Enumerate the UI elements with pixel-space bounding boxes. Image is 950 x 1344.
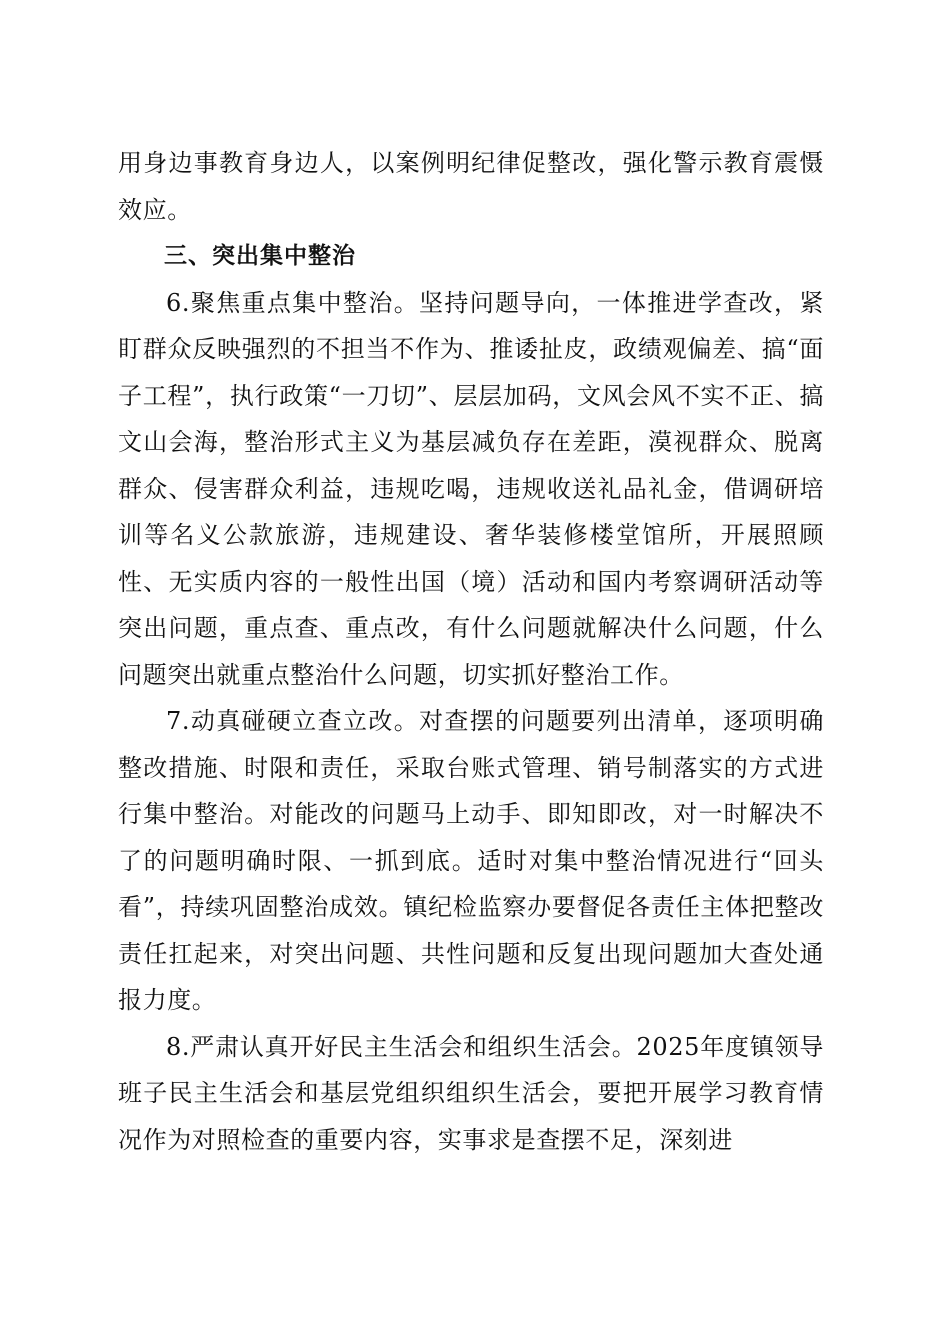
section-heading: 三、突出集中整治 (164, 243, 356, 269)
paragraph-item-8: 8.严肃认真开好民主生活会和组织生活会。2025年度镇领导班子民主生活会和基层党组织组织生活会，要把开展学习教育情况作为对照检查的重要内容，实事求是查摆不足，深刻进 (118, 1032, 824, 1154)
paragraph-continued: 用身边事教育身边人，以案例明纪律促整改，强化警示教育震慑效应。 (118, 149, 824, 224)
document-body (118, 140, 824, 1163)
paragraph-item-6: 6.聚焦重点集中整治。坚持问题导向，一体推进学查改，紧盯群众反映强烈的不担当不作为、推诿扯皮，政绩观偏差、搞“面子工程”，执行政策“一刀切”、层层加码，文风会风不实不正、搞文山会海，整治形式主义为基层减负存在差距，漠视群众、脱离群众、侵害群众利益，违规吃喝，违规收送礼品礼金，借调研培训等名义公款旅游，违规建设、奢华装修楼堂馆所，开展照顾性、无实质内容的一般性出国（境）活动和国内考察调研活动等突出问题，重点查、重点改，有什么问题就解决什么问题，什么问题突出就重点整治什么问题，切实抓好整治工作。 (118, 288, 824, 689)
paragraph-item-7: 7.动真碰硬立查立改。对查摆的问题要列出清单，逐项明确整改措施、时限和责任，采取台账式管理、销号制落实的方式进行集中整治。对能改的问题马上动手、即知即改，对一时解决不了的问题明确时限、一抓到底。适时对集中整治情况进行“回头看”，持续巩固整治成效。镇纪检监察办要督促各责任主体把整改责任扛起来，对突出问题、共性问题和反复出现问题加大查处通报力度。 (118, 707, 824, 1014)
